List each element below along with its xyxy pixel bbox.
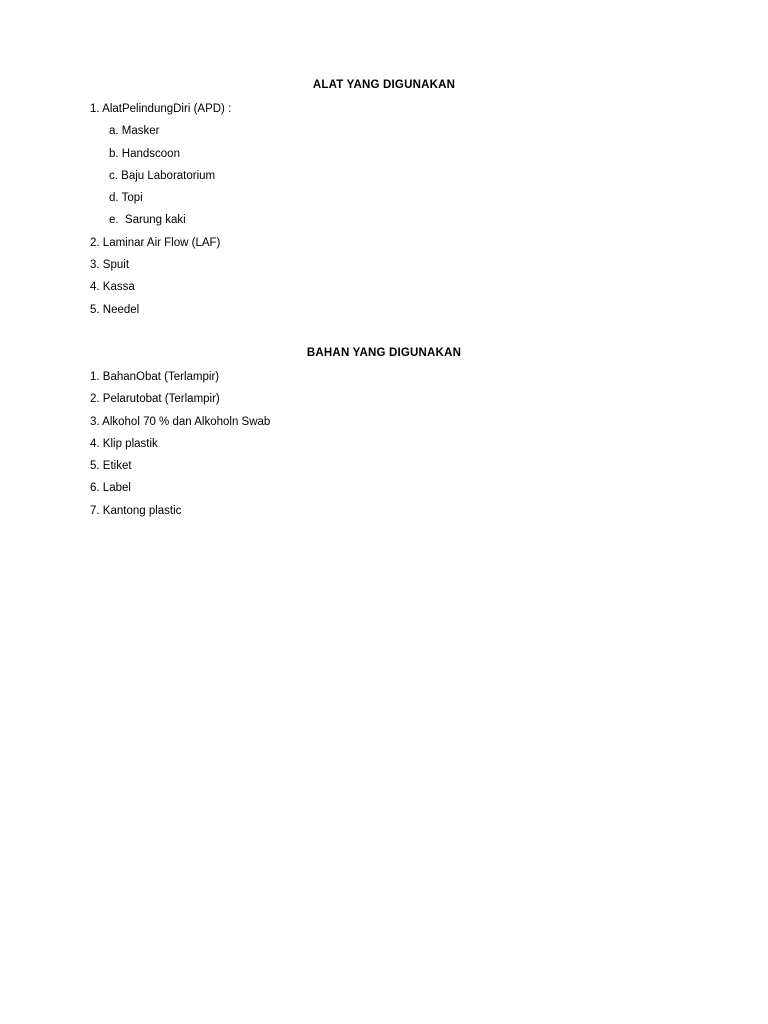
list-item-text: Spuit [102, 259, 130, 272]
list-number: 2. [90, 393, 100, 406]
list-item-text: Pelarutobat (Terlampir) [102, 393, 220, 406]
apd-subitem-d [90, 187, 680, 209]
alat-item-4 [90, 276, 680, 298]
list-item-text: Klip plastik [102, 437, 158, 450]
alat-item-2 [90, 232, 680, 254]
list-item-text: BahanObat (Terlampir) [102, 371, 220, 383]
list-item-text: Masker [121, 125, 160, 138]
list-item-text: Etiket [102, 460, 132, 473]
bahan-item-3 [90, 411, 680, 433]
list-letter: b. [109, 147, 119, 160]
apd-subitem-c [90, 165, 680, 187]
bahan-item-4 [90, 433, 680, 455]
alat-item-3 [90, 254, 680, 276]
list-item-text: Laminar Air Flow (LAF) [102, 236, 221, 249]
alat-section [90, 76, 680, 321]
apd-subitem-b [90, 143, 680, 165]
list-item-text: Baju Laboratorium [121, 169, 216, 182]
list-number: 7. [90, 504, 100, 517]
list-item-text: Kassa [102, 281, 135, 294]
list-number: 5. [90, 460, 100, 473]
list-item-text: Topi [121, 192, 143, 205]
list-item-text: Kantong plastic [102, 504, 182, 517]
list-number: 4. [90, 437, 100, 450]
list-number: 1. [90, 103, 100, 115]
list-number: 3. [90, 259, 100, 272]
alat-item-5 [90, 299, 680, 321]
list-item-text: Sarung kaki [121, 214, 186, 227]
bahan-section [90, 344, 680, 522]
list-number: 5. [90, 303, 100, 316]
list-letter: e. [109, 214, 119, 227]
alat-item-1 [90, 98, 680, 120]
bahan-item-5 [90, 455, 680, 477]
list-number: 1. [90, 371, 100, 383]
list-letter: d. [109, 192, 119, 205]
list-item-text: Needel [102, 303, 140, 316]
list-item-text: Label [102, 482, 131, 495]
list-item-text: Alkohol 70 % dan Alkoholn Swab [102, 415, 271, 428]
bahan-item-2 [90, 388, 680, 410]
list-number: 2. [90, 236, 100, 249]
alat-section-title: ALAT YANG DIGUNAKAN [312, 79, 456, 91]
apd-subitem-a [90, 120, 680, 142]
list-number: 3. [90, 415, 100, 428]
apd-subitem-e [90, 209, 680, 231]
list-letter: c. [109, 169, 118, 182]
list-item-text: Handscoon [121, 147, 180, 160]
bahan-item-6 [90, 477, 680, 499]
bahan-item-7 [90, 500, 680, 522]
bahan-item-1 [90, 366, 680, 388]
list-item-text: AlatPelindungDiri (APD) : [102, 103, 232, 115]
list-number: 6. [90, 482, 100, 495]
list-letter: a. [109, 125, 119, 138]
list-number: 4. [90, 281, 100, 294]
bahan-section-title: BAHAN YANG DIGUNAKAN [306, 347, 462, 359]
